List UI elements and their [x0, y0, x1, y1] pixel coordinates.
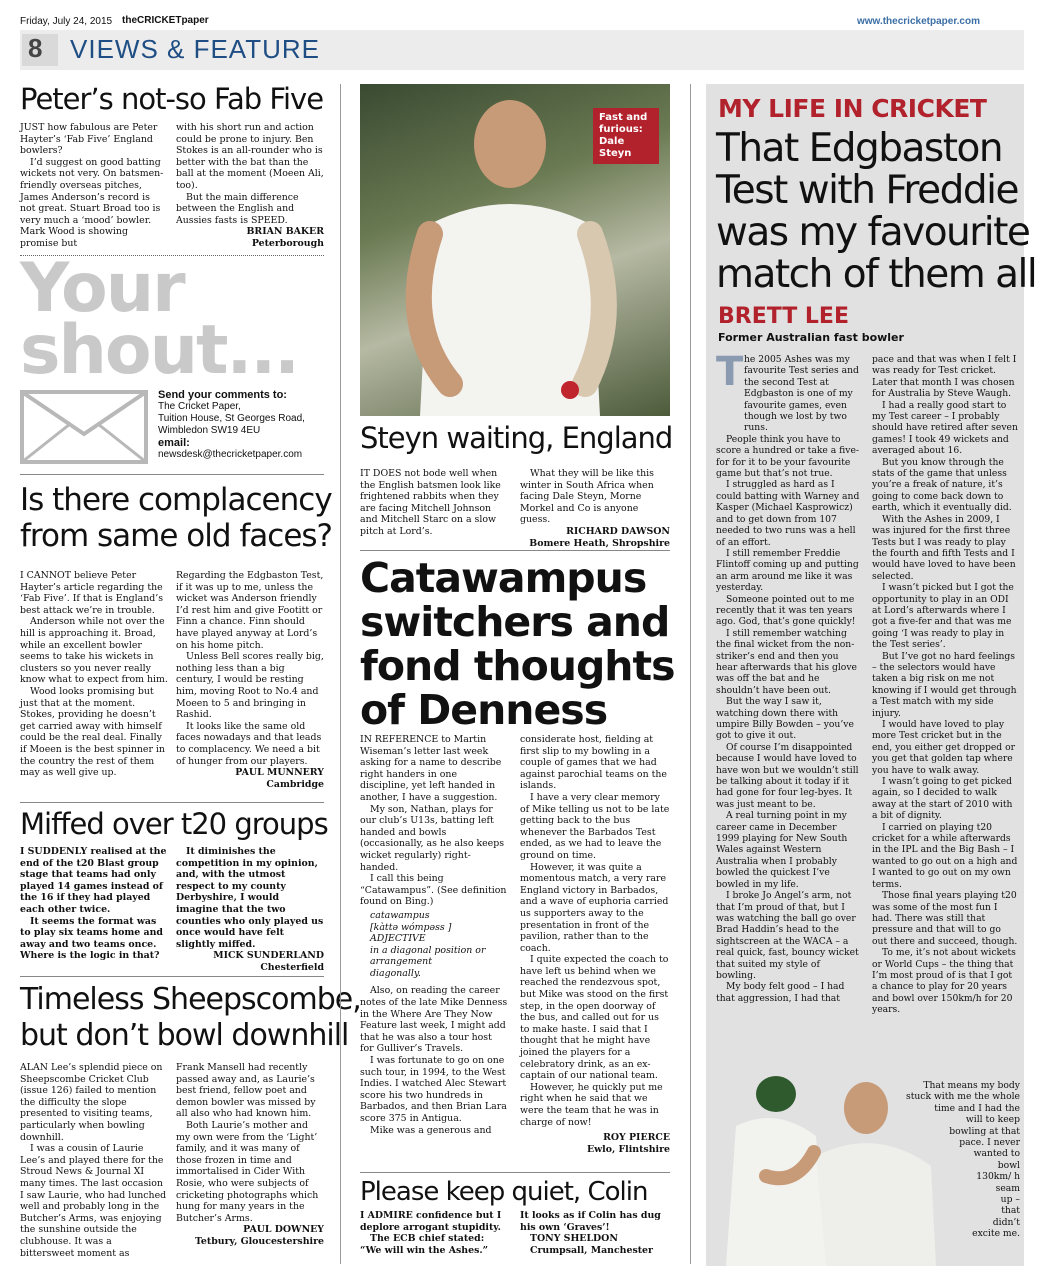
paragraph: The ECB chief stated: “We will win the Ashes.” — [360, 1233, 489, 1256]
paragraph: Those final years playing t20 was some of the most fun I had. There was still that pressure and that will to go out there and succeed, though. — [872, 890, 1018, 947]
paragraph: I have a very clear memory of Mike telling us not to be late getting back to the bus whenever the Barbados Test ended, as we had to leave the ground on time. — [520, 791, 670, 861]
paragraph: Also, on reading the career notes of the late Mike Denness in the Where Are They Now Feature last week, I might add that he was also a tour host for Gulliver’s Travels. — [360, 985, 508, 1055]
author-subtitle: Former Australian fast bowler — [718, 331, 904, 344]
my-life-col1 — [716, 349, 862, 1004]
title-line: That Edgbaston — [716, 126, 1003, 171]
definition-pronunciation: [kàttə wómpəss ] — [370, 921, 452, 933]
paragraph: JUST how fabulous are Peter Hayter’s ‘Fab Five’ England bowlers? — [20, 122, 158, 157]
send-label: Send your comments to: — [158, 389, 287, 401]
paragraph: I broke Jo Angel’s arm, not that I’m proud of that, but I was watching the ball go over Brad Haddin’s head to the sightscreen at the WACA – a real quick, fast, bouncy wicket that suited my style of bowling. — [716, 890, 859, 981]
paragraph: Of course I’m disappointed because I would have loved to have won but we wouldn’t still be talking about it today if it had gone for four leg-byes. It was just meant to be. — [716, 741, 859, 810]
my-life-tail — [860, 1080, 1020, 1240]
signature-place: Tetbury, Gloucestershire — [195, 1235, 324, 1247]
catawampus-headline — [360, 556, 675, 732]
paragraph: But I’ve got no hard feelings – the selectors would have taken a big risk on me not knowing if I would get through a Test match with my side injury. — [872, 650, 1017, 719]
title-line: was my favourite — [716, 210, 1030, 255]
paragraph: considerate host, fielding at first slip to my bowling in a couple of games that we had against parochial teams on the islands. — [520, 734, 667, 792]
divider — [360, 1172, 670, 1173]
paragraph: My son, Nathan, plays for our club’s U13s, batting left handed and bowls (occasionally, as he also keeps wicket regularly) right-handed. — [360, 803, 505, 873]
signature-place: Bomere Heath, Shropshire — [529, 537, 670, 549]
paragraph: To me, it’s not about wickets or World Cups – the thing that I’m most proud of is that I got a chance to play for 20 years and bowl over 150km/h for 20 years. — [872, 947, 1016, 1016]
column-divider — [340, 84, 341, 1264]
paragraph: IT DOES not bode well when the English batsmen look like frightened rabbits when they are facing Mitchell Johnson and Mitchell Starc on a slow pitch at Lord’s. — [360, 468, 501, 537]
signature-place: Peterborough — [251, 237, 324, 249]
paragraph: IN REFERENCE to Martin Wiseman’s letter last week asking for a name to describe right handers in one discipline, yet left handed in another, I have a suggestion. — [360, 734, 502, 803]
address-line: The Cricket Paper, — [158, 401, 241, 412]
paragraph: A real turning point in my career came in December 1999 playing for New South Wales against Western Australia when I probably bowled the quickest I’ve bowled in my life. — [716, 810, 848, 890]
tail-line: didn’t — [992, 1216, 1020, 1228]
paragraph: Regarding the Edgbaston Test, if it was up to me, unless the wicket was Anderson friendly I’d rest him and give Footitt or Finn a chance. Finn should have played anyway at Lord’s on his home pitch. — [176, 570, 324, 651]
title-line: shout... — [20, 311, 299, 390]
colin-col1 — [360, 1210, 508, 1256]
tail-line: excite me. — [972, 1228, 1020, 1240]
paragraph: But you know through the stats of the game that unless you’re a freak of nature, it’s going to come back down to earth, which it eventually did. — [872, 456, 1012, 514]
paragraph: It looks like the same old faces nowadays and that leads to complacency. We need a bit of hunger from our players. — [176, 720, 322, 767]
paragraph: I quite expected the coach to have left us behind when we reached the rendezvous spot, but Mike was stood on the first step, in the open doorway of the bus, and called out for us to make haste. I said that I thought that he might have joined the players for a celebratory drink, as an ex-captain of our national team. — [520, 954, 669, 1082]
paragraph: I struggled as hard as I could batting with Warney and Kasper (Michael Kasprowicz) and to get down from 107 needed to two runs was a hell of an effort. — [716, 479, 860, 548]
colin-headline: Please keep quiet, Colin — [360, 1177, 648, 1207]
signature-place: Crumpsall, Manchester — [530, 1244, 653, 1256]
address-line: Tuition House, St Georges Road, — [158, 413, 305, 424]
letter3-col2 — [176, 846, 324, 974]
section-title: VIEWS & FEATURE — [70, 34, 320, 64]
signature-name: ROY PIERCE — [603, 1132, 670, 1144]
letter4-col1 — [20, 1062, 168, 1259]
issue-date: Friday, July 24, 2015 — [20, 16, 113, 27]
definition-block — [360, 910, 508, 980]
paragraph: I was fortunate to go on one such tour, in 1994, to the West Indies. I watched Alec Stewart score his two hundreds in Barbados, and then Brian Lara score 375 in Antigua. — [360, 1055, 507, 1124]
letter2-col2 — [176, 570, 324, 790]
paragraph: I ADMIRE confidence but I deplore arrogant stupidity. — [360, 1210, 502, 1233]
caption-line: Dale Steyn — [599, 136, 632, 159]
paragraph: Anderson while not over the hill is approaching it. Broad, while an excellent bowler seems to take his wickets in clusters so you never really know what to expect from him. — [20, 616, 168, 686]
letter1-col2 — [176, 122, 324, 250]
paragraph: I still remember Freddie Flintoff coming up and putting an arm around me like it was yesterday. — [716, 547, 859, 594]
signature-name: BRIAN BAKER — [246, 226, 324, 238]
paragraph: pace and that was when I felt I was ready for Test cricket. Later that month I was chosen for Australia by Steve Waugh. — [872, 354, 1017, 400]
paragraph: I wasn’t picked but I got the opportunity to play in an ODI at Lord’s afterwards where I got a five-fer and that was me going ‘I was ready to play in the Test series’. — [872, 582, 1014, 651]
paragraph: I carried on playing t20 cricket for a while afterwards in the IPL and the Big Bash – I wanted to go out on a high and I wanted to go out on my own terms. — [872, 821, 1018, 890]
paragraph: My body felt good – I had that aggression, I had that — [716, 981, 845, 1004]
paragraph: With the Ashes in 2009, I was injured for the first three Tests but I was ready to play the fourth and fifth Tests and I would have loved to have been selected. — [872, 513, 1016, 582]
tail-line: bowling at that — [949, 1125, 1020, 1137]
email-link[interactable]: newsdesk@thecricketpaper.com — [158, 449, 303, 460]
headline-line: of Denness — [360, 686, 608, 734]
paragraph: I wasn’t going to get picked again, so I decided to walk away at the start of 2010 with a bit of dignity. — [872, 776, 1013, 822]
tail-line: up – — [1000, 1194, 1020, 1206]
definition-meaning: in a diagonal position or arrangement — [370, 944, 486, 968]
headline-line: fond thoughts — [360, 642, 675, 690]
tail-line: that — [1001, 1205, 1020, 1217]
steyn-col1 — [360, 468, 506, 538]
title-line: Your — [20, 249, 184, 328]
masthead-brand: theCRICKETpaper — [122, 15, 209, 26]
top-bar — [20, 14, 1024, 30]
definition-meaning: diagonally. — [370, 967, 421, 979]
steyn-headline: Steyn waiting, England — [360, 421, 673, 455]
my-life-title — [716, 128, 1036, 296]
letter2-headline — [20, 482, 332, 554]
letter2-col1 — [20, 570, 168, 779]
letter1-headline: Peter’s not-so Fab Five — [20, 82, 324, 116]
paragraph: However, he quickly put me right when he said that we were the team that he was in charge of now! — [520, 1081, 663, 1128]
divider — [20, 474, 324, 475]
colin-col2 — [520, 1210, 670, 1256]
headline-line: from same old faces? — [20, 518, 333, 554]
paragraph: Both Laurie’s mother and my own were from the ‘Light’ family, and it was many of those frozen in time and immortalised in Cider With Rosie, who were subjects of cricketing photographs which hung for many years in the Butcher’s Arms. — [176, 1119, 319, 1224]
headline-line: switchers and — [360, 598, 670, 646]
your-shout-title — [20, 249, 299, 390]
my-life-kicker: MY LIFE IN CRICKET — [718, 94, 987, 123]
column-divider — [690, 84, 691, 1264]
your-shout-contact — [158, 389, 328, 461]
tail-line: time and I had the — [934, 1102, 1020, 1114]
steyn-col2 — [520, 468, 670, 549]
signature-name: TONY SHELDON — [530, 1233, 618, 1245]
letter3-col1 — [20, 846, 168, 962]
paragraph: But the main difference between the English and Aussies fasts is SPEED. — [176, 191, 299, 226]
paragraph: I would have loved to play more Test cricket but in the end, you either get dropped or you get that golden tap where you have to walk away. — [872, 719, 1016, 776]
tail-line: seam — [995, 1182, 1020, 1194]
website-url[interactable]: www.thecricketpaper.com — [856, 16, 980, 27]
my-life-col2 — [872, 354, 1018, 1016]
paragraph: I had a really good start to my Test career – I probably should have retired after seven games! I took 49 wickets and averaged about 16. — [872, 399, 1018, 457]
definition-word: catawampus — [370, 909, 430, 921]
signature-name: RICHARD DAWSON — [566, 525, 670, 537]
letter4-headline — [20, 982, 361, 1054]
tail-line: will to keep — [965, 1114, 1020, 1126]
paragraph: It diminishes the competition in my opinion, and, with the utmost respect to my county Derbyshire, I would imagine that the two counties who only played us once would have felt slightly miffed. — [176, 846, 324, 950]
signature-place: Chesterfield — [260, 961, 324, 973]
divider — [20, 976, 324, 977]
headline-line: Catawampus — [360, 554, 647, 602]
tail-line: wanted to — [973, 1148, 1020, 1160]
paragraph: with his short run and action could be prone to injury. Ben Stokes is an all-rounder who is better with the bat than the ball at the moment (Moeen Ali, too). — [176, 122, 324, 191]
paragraph: I still remember watching the final wicket from the non-striker’s end and then you hear afterwards that his glove was off the bat and he shouldn’t have been out. — [716, 627, 857, 696]
tail-line: stuck with me the whole — [905, 1091, 1020, 1103]
caption-line: furious: — [599, 124, 643, 135]
paragraph: Wood looks promising but just that at the moment. Stokes, providing he doesn’t get carried away with himself could be the real deal. Finally if Moeen is the best spinner in the country the rest of them may as well give up. — [20, 685, 165, 779]
definition-type: ADJECTIVE — [370, 933, 426, 945]
drop-cap: T — [716, 349, 744, 395]
tail-line: 130km/ h — [976, 1171, 1020, 1183]
signature-place: Ewlo, Flintshire — [586, 1143, 670, 1155]
signature-name: PAUL DOWNEY — [243, 1224, 324, 1236]
paragraph: Unless Bell scores really big, nothing less than a big century, I would be resting him, moving Root to No.4 and Moeen to 5 and bringing in Rashid. — [176, 651, 324, 721]
author-name: BRETT LEE — [718, 304, 849, 329]
letter3-headline: Miffed over t20 groups — [20, 807, 328, 841]
paragraph: I CANNOT believe Peter Hayter’s article regarding the ‘Fab Five’. If that is England’s best attack we’re in trouble. — [20, 570, 164, 616]
paragraph: But the way I saw it, watching down there with umpire Billy Bowden – you’ve got to give it out. — [716, 696, 854, 742]
photo-caption — [593, 108, 659, 164]
headline-line: Is there complacency — [20, 482, 332, 518]
paragraph: I’d suggest on good batting wickets not very. On batsmen-friendly overseas pitches, James Anderson’s record is not great. Stuart Broad too is very much a ‘mood’ bowler. Mark Wood is showing promise but — [20, 156, 164, 249]
paragraph: It looks as if Colin has dug his own ‘Graves’! — [520, 1210, 661, 1233]
paragraph: Mike was a generous and — [370, 1124, 492, 1136]
paragraph: ALAN Lee’s splendid piece on Sheepscombe Cricket Club (issue 126) failed to mention the difficulty the slope presented to visiting teams, particularly when bowling downhill. — [20, 1062, 163, 1143]
paragraph: What they will be like this winter in South Africa when facing Dale Steyn, Morne Morkel and Co is anyone guess. — [520, 468, 654, 526]
headline-line: Timeless Sheepscombe, — [20, 982, 361, 1017]
tail-line: That means my body — [923, 1080, 1020, 1091]
tail-line: bowl — [997, 1159, 1020, 1171]
letter1-col1 — [20, 122, 168, 250]
paragraph: Someone pointed out to me recently that it was ten years ago. God, that’s gone quickly! — [716, 593, 856, 628]
catawampus-col2 — [520, 734, 670, 1155]
title-line: Test with Freddie — [716, 168, 1018, 213]
paragraph: It seems the format was to play six teams home and away and two teams once. Where is the logic in that? — [20, 915, 163, 962]
paragraph: Frank Mansell had recently passed away and, as Laurie’s best friend, fellow poet and demon bowler was missed by all also who had known him. — [176, 1062, 316, 1120]
paragraph: I call this being “Catawampus”. (See definition found on Bing.) — [360, 873, 507, 908]
title-line: match of them all — [716, 252, 1037, 297]
signature-name: MICK SUNDERLAND — [213, 950, 324, 962]
paragraph: People think you have to score a hundred or take a five-for for it to be your favourite game but that’s not true. — [716, 433, 859, 480]
signature-place: Cambridge — [266, 778, 324, 790]
catawampus-col1 — [360, 734, 508, 1136]
caption-line: Fast and — [599, 112, 648, 123]
divider — [360, 550, 670, 551]
divider — [20, 802, 324, 803]
email-label: email: — [158, 437, 190, 449]
signature-name: PAUL MUNNERY — [235, 767, 324, 779]
paragraph: I SUDDENLY realised at the end of the t20 Blast group stage that teams had only played 14 games instead of the 16 if they had played each other twice. — [20, 846, 167, 915]
page-number: 8 — [28, 33, 43, 63]
paragraph: However, it was quite a momentous match, a very rare England victory in Barbados, and a wave of euphoria carried us supporters away to the presentation in front of the pavilion, rather than to the coach. — [520, 861, 669, 954]
envelope-icon — [20, 390, 148, 464]
address-line: Wimbledon SW19 4EU — [158, 425, 261, 436]
letter4-col2 — [176, 1062, 324, 1248]
paragraph: he 2005 Ashes was my favourite Test series and the second Test at Edgbaston is one of my favourite games, even though we lost by two runs. — [744, 354, 859, 434]
tail-line: pace. I never — [959, 1137, 1020, 1149]
paragraph: I was a cousin of Laurie Lee’s and played there for the Stroud News & Journal XI many times. The last occasion I saw Laurie, who had lunched well and probably long in the Butcher’s Arms, was enjoying the sunshine outside the clubhouse. It was a bittersweet moment as — [20, 1143, 167, 1259]
headline-line: but don’t bowl downhill — [20, 1018, 349, 1053]
